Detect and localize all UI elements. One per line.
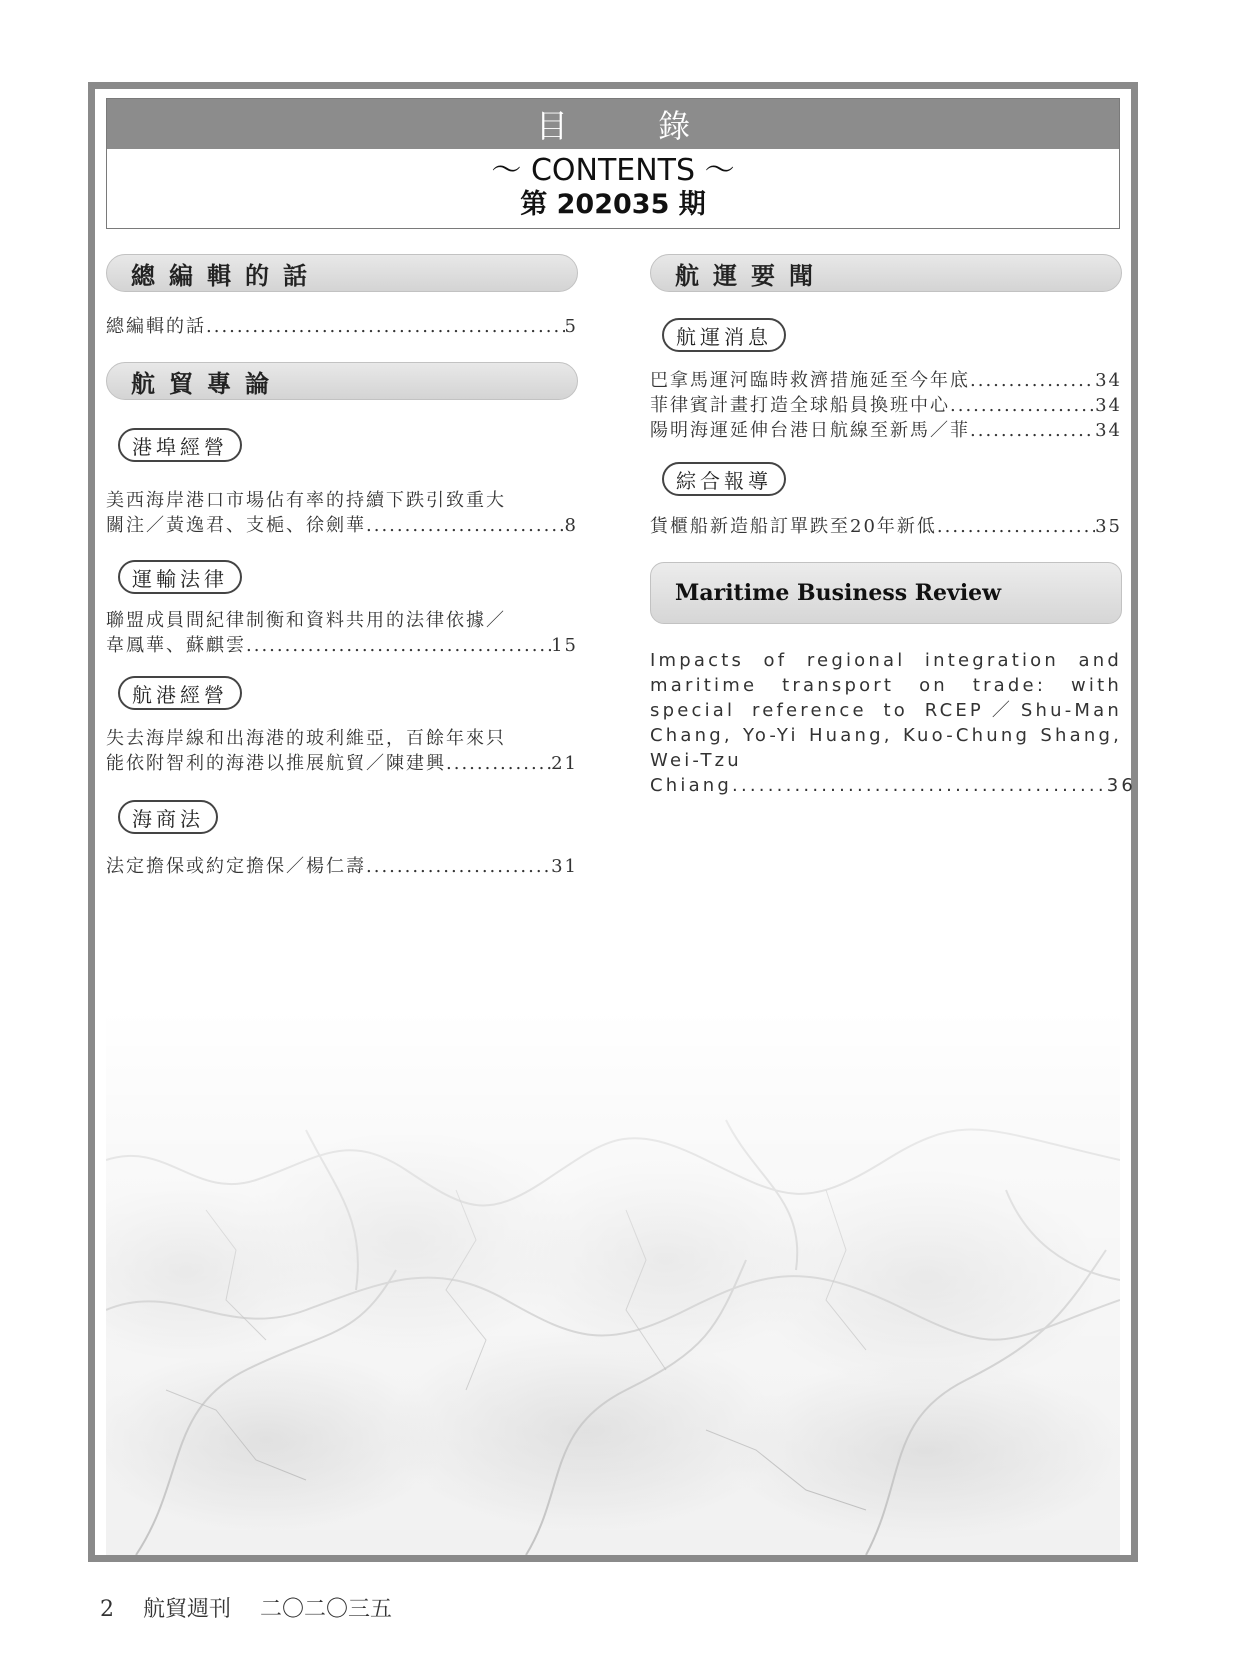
section-maritime-business-review — [650, 562, 1122, 624]
toc-entry-group — [650, 368, 1122, 443]
toc-entry[interactable] — [650, 368, 1122, 393]
entry-page: 5 — [564, 316, 578, 337]
subsection-port-operation — [118, 428, 242, 462]
section-title: 航貿專論 — [131, 369, 283, 398]
toc-entry[interactable] — [106, 608, 578, 658]
entry-page: 36 — [1106, 775, 1137, 796]
entry-title: Impacts of regional integration and maritime transport on trade: with special reference to RCEP／Shu-Man Chang, Yo-Yi Huang, Kuo-Chung Shang, Wei-Tzu Chiang — [650, 650, 1122, 796]
subsection-transport-law — [118, 560, 242, 594]
section-trade-commentary — [106, 362, 578, 400]
entry-title: 總編輯的話 — [106, 316, 206, 337]
entry-title: 陽明海運延伸台港日航線至新馬／菲 — [650, 420, 970, 441]
entry-title: 法定擔保或約定擔保／楊仁壽 — [106, 856, 366, 877]
entry-page: 35 — [1095, 516, 1122, 537]
subsection-label: 港埠經營 — [132, 434, 228, 459]
contents-header — [106, 98, 1120, 229]
entry-leader-dots: .......................................... — [732, 775, 1107, 796]
toc-entry[interactable] — [106, 488, 578, 538]
page-footer — [100, 1592, 414, 1623]
toc-entry[interactable] — [650, 393, 1122, 418]
subsection-shipping-news — [662, 318, 786, 352]
entry-title-line2: 關注／黃逸君、支梔、徐劍華 — [106, 515, 366, 536]
footer-page-number: 2 — [100, 1597, 114, 1622]
toc-title-bar — [107, 99, 1119, 149]
entry-title-line1: 聯盟成員間紀律制衡和資料共用的法律依據／ — [106, 610, 506, 631]
entry-title-line1: 失去海岸線和出海港的玻利維亞，百餘年來只 — [106, 728, 506, 749]
subsection-label: 航運消息 — [676, 324, 772, 349]
marble-background-image — [106, 1010, 1120, 1555]
footer-publication: 航貿週刊 — [143, 1597, 232, 1622]
entry-page: 15 — [551, 635, 578, 656]
subsection-maritime-law — [118, 800, 218, 834]
toc-entry[interactable] — [106, 854, 578, 879]
entry-page: 21 — [551, 753, 578, 774]
toc-entry[interactable] — [106, 726, 578, 776]
subsection-label: 綜合報導 — [676, 468, 772, 493]
entry-title-line2: 能依附智利的海港以推展航貿／陳建興 — [106, 753, 446, 774]
toc-entry[interactable] — [106, 314, 578, 339]
entry-page: 8 — [564, 515, 578, 536]
section-title: 航運要聞 — [675, 261, 827, 290]
section-shipping-news — [650, 254, 1122, 292]
subsection-label: 海商法 — [132, 806, 204, 831]
section-editor-note — [106, 254, 578, 292]
subsection-port-management — [118, 676, 242, 710]
contents-subtitle: ～ CONTENTS ～ — [491, 153, 735, 188]
subsection-general-report — [662, 462, 786, 496]
entry-title-line1: 美西海岸港口市場佔有率的持續下跌引致重大 — [106, 490, 506, 511]
entry-page: 31 — [551, 856, 578, 877]
section-title: 總編輯的話 — [131, 261, 321, 290]
entry-title-line2: 韋鳳華、蘇麒雲 — [106, 635, 246, 656]
toc-entry[interactable] — [650, 648, 1137, 798]
entry-title: 貨櫃船新造船訂單跌至20年新低 — [650, 516, 937, 537]
footer-issue: 二〇二〇三五 — [260, 1597, 393, 1622]
entry-page: 34 — [1095, 420, 1122, 441]
toc-entry[interactable] — [650, 514, 1122, 539]
entry-page: 34 — [1095, 395, 1122, 416]
issue-number: 第 202035 期 — [520, 189, 706, 220]
subsection-label: 航港經營 — [132, 682, 228, 707]
subsection-label: 運輸法律 — [132, 566, 228, 591]
toc-entry[interactable] — [650, 418, 1122, 443]
toc-title: 目 錄 — [535, 107, 731, 145]
entry-page: 34 — [1095, 370, 1122, 391]
section-title: Maritime Business Review — [675, 580, 1002, 606]
entry-title: 菲律賓計畫打造全球船員換班中心 — [650, 395, 950, 416]
entry-title: 巴拿馬運河臨時救濟措施延至今年底 — [650, 370, 970, 391]
